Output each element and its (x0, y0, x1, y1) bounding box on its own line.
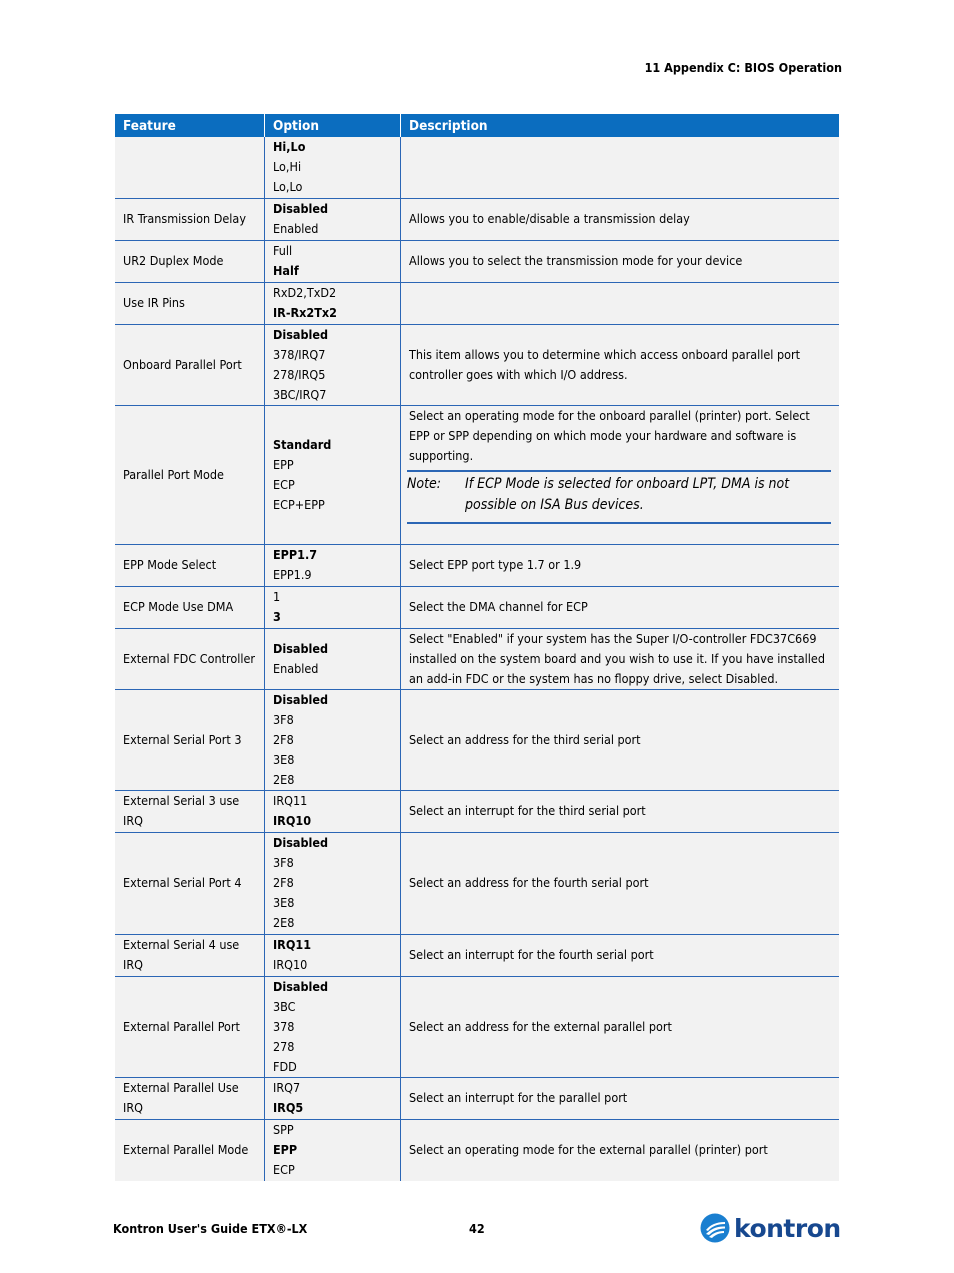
option-value: Lo,Hi (273, 159, 302, 175)
table-row (115, 198, 839, 240)
option-cell (265, 628, 401, 689)
description-cell (401, 689, 840, 790)
option-cell (265, 282, 401, 324)
option-value: 3BC/IRQ7 (273, 386, 327, 402)
option-value: ECP+EPP (273, 496, 325, 512)
description-text: Allows you to enable/disable a transmission delay (409, 211, 690, 226)
option-value: ECP (273, 1162, 295, 1178)
option-cell (265, 934, 401, 976)
option-value: 2F8 (273, 731, 294, 747)
option-value: FDD (273, 1058, 297, 1074)
note-label: Note: (407, 475, 442, 492)
option-default: IRQ11 (273, 937, 312, 952)
option-value: 278/IRQ5 (273, 366, 326, 382)
feature-cell: External Parallel Use IRQ (115, 1077, 265, 1119)
option-cell (265, 790, 401, 832)
description-cell (401, 544, 840, 586)
option-value: 2F8 (273, 875, 294, 890)
option-cell (265, 240, 401, 282)
table-row (115, 934, 839, 976)
description-text: Select an address for the third serial port (409, 731, 641, 747)
option-default: Half (273, 263, 299, 278)
option-cell (265, 405, 401, 544)
description-text: Select an address for the fourth serial port (409, 875, 649, 890)
table-row (115, 790, 839, 832)
option-value: Enabled (273, 221, 319, 236)
option-cell (265, 137, 401, 198)
table-row (115, 240, 839, 282)
option-cell (265, 832, 401, 934)
option-value: EPP1.9 (273, 567, 312, 582)
feature-cell: External Parallel Port (115, 976, 265, 1077)
option-default: IRQ10 (273, 813, 312, 828)
option-cell (265, 198, 401, 240)
feature-cell: UR2 Duplex Mode (115, 240, 265, 282)
description-cell (401, 586, 840, 628)
option-default: IR-Rx2Tx2 (273, 305, 337, 320)
option-default: EPP (273, 1142, 298, 1158)
option-cell (265, 1077, 401, 1119)
option-value: IRQ7 (273, 1080, 301, 1095)
description-text: Select an interrupt for the third serial port (409, 803, 646, 818)
kontron-logo-icon (700, 1213, 730, 1243)
description-cell (401, 240, 840, 282)
feature-cell: External Parallel Mode (115, 1119, 265, 1181)
table-row (115, 282, 839, 324)
table-row (115, 405, 839, 544)
option-value: 278 (273, 1038, 295, 1054)
option-value: EPP (273, 456, 294, 472)
table-body (115, 137, 839, 1181)
option-value: 3E8 (273, 895, 295, 910)
option-value: 2E8 (273, 915, 295, 930)
description-text: Select an operating mode for the onboard parallel (printer) port. Select EPP or SPP depending on which mode your hardware and software is supporting. (409, 407, 810, 463)
option-default: Disabled (273, 640, 329, 656)
option-value: 3F8 (273, 711, 294, 727)
description-text: Select an interrupt for the fourth serial port (409, 947, 654, 962)
option-value: SPP (273, 1122, 294, 1138)
description-cell (401, 137, 840, 198)
option-cell (265, 976, 401, 1077)
bios-options-table (115, 114, 839, 1181)
description-cell (401, 324, 840, 405)
description-text: Select "Enabled" if your system has the Super I/O-controller FDC37C669 installed on the system board and you wish to use it. If you have installed an add-in FDC or the system has no floppy drive, select Disabled. (409, 630, 825, 686)
feature-cell: EPP Mode Select (115, 544, 265, 586)
table-row (115, 324, 839, 405)
option-value: Enabled (273, 660, 319, 676)
option-value: 378 (273, 1018, 295, 1034)
option-value: 3F8 (273, 855, 294, 870)
feature-cell: External Serial Port 4 (115, 832, 265, 934)
option-value: 3E8 (273, 751, 295, 767)
description-text: Select an interrupt for the parallel port (409, 1090, 628, 1105)
option-cell (265, 586, 401, 628)
description-cell (401, 1119, 840, 1181)
option-default: Hi,Lo (273, 139, 306, 155)
option-value: RxD2,TxD2 (273, 285, 337, 300)
feature-cell: External Serial Port 3 (115, 689, 265, 790)
description-cell (401, 628, 840, 689)
description-text: Allows you to select the transmission mode for your device (409, 253, 743, 268)
feature-cell: Onboard Parallel Port (115, 324, 265, 405)
description-cell (401, 405, 840, 544)
option-default: Disabled (273, 201, 329, 216)
description-cell (401, 976, 840, 1077)
option-default: Standard (273, 436, 332, 452)
option-default: Disabled (273, 691, 329, 707)
kontron-logo (700, 1213, 841, 1243)
page-number: 42 (469, 1221, 485, 1236)
option-default: Disabled (273, 326, 329, 342)
table-row (115, 689, 839, 790)
footer-title: Kontron User's Guide ETX®-LX (113, 1221, 308, 1236)
column-header-option: Option (265, 114, 401, 137)
table-row (115, 628, 839, 689)
table-header-row (115, 114, 839, 137)
option-value: 378/IRQ7 (273, 346, 326, 362)
table-row (115, 832, 839, 934)
description-text: This item allows you to determine which access onboard parallel port controller goes with which I/O address. (409, 346, 801, 382)
description-text: Select an operating mode for the external parallel (printer) port (409, 1142, 768, 1158)
description-cell (401, 198, 840, 240)
column-header-feature: Feature (115, 114, 265, 137)
option-value: Full (273, 243, 293, 258)
option-value: 3BC (273, 998, 296, 1014)
option-default: Disabled (273, 835, 329, 850)
table-row (115, 1119, 839, 1181)
option-default: IRQ5 (273, 1100, 304, 1115)
table-row (115, 137, 839, 198)
note-box (407, 470, 831, 524)
table-row (115, 1077, 839, 1119)
description-cell (401, 934, 840, 976)
description-text: Select an address for the external parallel port (409, 1018, 672, 1034)
note-text: If ECP Mode is selected for onboard LPT, DMA is not possible on ISA Bus devices. (465, 475, 790, 513)
feature-cell (115, 137, 265, 198)
feature-cell: External Serial 3 use IRQ (115, 790, 265, 832)
option-value: ECP (273, 476, 295, 492)
option-cell (265, 1119, 401, 1181)
table-row (115, 544, 839, 586)
description-text: Select the DMA channel for ECP (409, 599, 588, 614)
option-value: Lo,Lo (273, 179, 303, 195)
option-cell (265, 324, 401, 405)
feature-cell: ECP Mode Use DMA (115, 586, 265, 628)
description-cell (401, 282, 840, 324)
option-default: Disabled (273, 978, 329, 994)
feature-cell: External Serial 4 use IRQ (115, 934, 265, 976)
option-cell (265, 544, 401, 586)
option-cell (265, 689, 401, 790)
running-header: 11 Appendix C: BIOS Operation (644, 60, 842, 75)
option-value: 1 (273, 589, 281, 604)
description-cell (401, 1077, 840, 1119)
option-default: 3 (273, 609, 281, 624)
option-value: IRQ11 (273, 793, 308, 808)
description-cell (401, 832, 840, 934)
feature-cell: Use IR Pins (115, 282, 265, 324)
table-row (115, 976, 839, 1077)
feature-cell: Parallel Port Mode (115, 405, 265, 544)
option-value: 2E8 (273, 771, 295, 787)
description-text: Select EPP port type 1.7 or 1.9 (409, 557, 582, 572)
option-value: IRQ10 (273, 957, 308, 972)
feature-cell: External FDC Controller (115, 628, 265, 689)
column-header-description: Description (401, 114, 840, 137)
option-default: EPP1.7 (273, 547, 318, 562)
table-row (115, 586, 839, 628)
description-cell (401, 790, 840, 832)
kontron-logo-text: kontron (734, 1213, 841, 1243)
feature-cell: IR Transmission Delay (115, 198, 265, 240)
